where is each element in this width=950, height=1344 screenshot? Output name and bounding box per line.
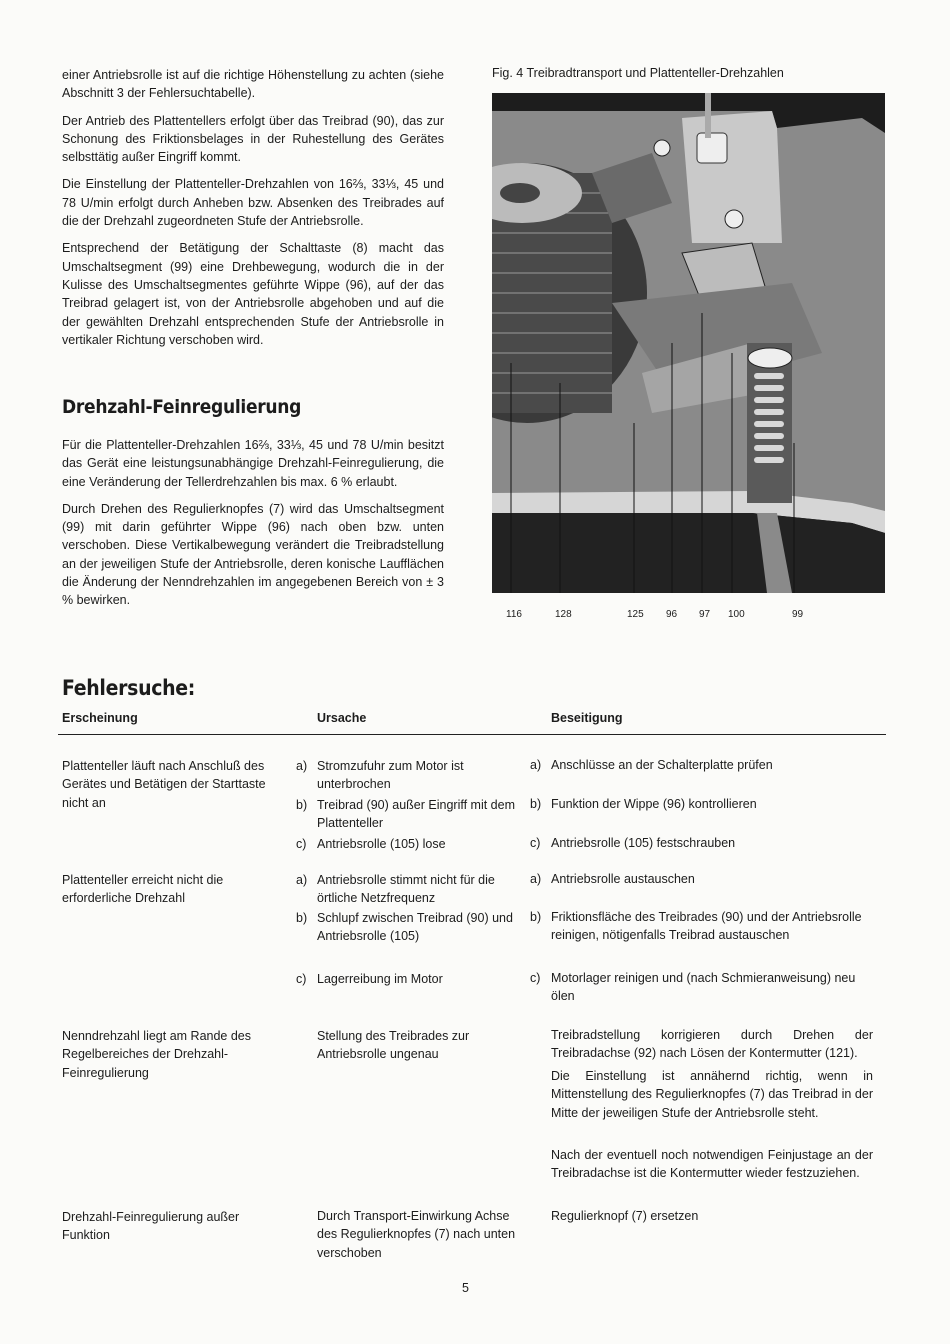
table-cell-fix: Regulierknopf (7) ersetzen — [551, 1209, 699, 1223]
paragraph: Durch Drehen des Regulierknopfes (7) wird das Umschaltsegment (99) mit darin geführter Wippe (96) nach oben bzw. unten verschoben. Diese Vertikalbewegung verändert die Treibradstellung an der jeweiligen Stufe der Antriebsrolle, deren konische Laufflächen die Änderung der Nenndrehzahlen im angegebenen Bereich von ± 3 % bewirken. — [62, 501, 444, 608]
section-heading-fehlersuche: Fehlersuche: — [62, 676, 196, 700]
table-cell-fix: Antriebsrolle (105) festschrauben — [551, 836, 736, 850]
item-marker: c) — [530, 836, 541, 850]
paragraph: Entsprechend der Betätigung der Schalttaste (8) macht das Umschaltsegment (99) eine Drehbewegung, wodurch die in der Kulisse des Umschaltsegmentes geführte Wippe (96), auf der das Treibrad gelagert ist, von der Antriebsrolle abgehoben und auf die der gewählten Drehzahl entsprechenden Stufe der Antriebsrolle in vertikaler Richtung verschoben wird. — [62, 241, 444, 347]
paragraph: Die Einstellung der Plattenteller-Drehzahlen von 16⅔, 33⅓, 45 und 78 U/min erfolgt durch Anheben bzw. Absenken des Treibrades auf die der Drehzahl zugeordneten Stufe der Antriebsrolle. — [62, 177, 444, 229]
table-cell-fix: Funktion der Wippe (96) kontrollieren — [551, 797, 757, 811]
paragraph: Der Antrieb des Plattentellers erfolgt über das Treibrad (90), das zur Schonung des Friktionsbelages in der Ruhestellung des Gerätes selbsttätig außer Eingriff kommt. — [62, 113, 444, 165]
intro-text-column — [62, 66, 444, 358]
figure-label: 100 — [728, 609, 745, 620]
figure-label: 125 — [627, 609, 644, 620]
figure-label: 99 — [792, 609, 804, 620]
paragraph: Für die Plattenteller-Drehzahlen 16⅔, 33⅓, 45 und 78 U/min besitzt das Gerät eine leistungsunabhängige Drehzahl-Feinregulierung, die eine Veränderung der Tellerdrehzahlen bis max. 6 % erlaubt. — [62, 438, 444, 489]
figure-label: 96 — [666, 609, 678, 620]
feinregulierung-text — [62, 436, 444, 610]
column-header-erscheinung: Erscheinung — [62, 711, 138, 725]
item-marker: c) — [530, 971, 541, 985]
table-cell-fix: Anschlüsse an der Schalterplatte prüfen — [551, 758, 773, 772]
figure-caption: Fig. 4 Treibradtransport und Plattenteller-Drehzahlen — [492, 66, 784, 80]
table-cell-symptom: Plattenteller läuft nach Anschluß des Gerätes und Betätigen der Starttaste nicht an — [62, 759, 266, 810]
table-cell-fix: Motorlager reinigen und (nach Schmieranweisung) neu ölen — [551, 971, 856, 1004]
table-cell-fix: Antriebsrolle austauschen — [551, 872, 695, 886]
item-marker: b) — [530, 797, 542, 811]
table-cell-fix: Nach der eventuell noch notwendigen Feinjustage an der Treibradachse ist die Kontermutter wieder festzuziehen. — [551, 1148, 873, 1181]
table-cell-fix: Treibradstellung korrigieren durch Drehen der Treibradachse (92) nach Lösen der Kontermutter (121). — [551, 1028, 873, 1061]
table-header-rule — [58, 734, 886, 735]
table-cell-cause: Stellung des Treibrades zur Antriebsrolle ungenau — [317, 1029, 470, 1062]
item-marker: c) — [296, 837, 307, 851]
figure-label: 97 — [699, 609, 711, 620]
figure-label: 128 — [555, 609, 572, 620]
paragraph: einer Antriebsrolle ist auf die richtige Höhenstellung zu achten (siehe Abschnitt 3 der Fehlersuchtabelle). — [62, 68, 444, 101]
item-marker: b) — [296, 911, 308, 925]
item-marker: b) — [296, 798, 308, 812]
table-cell-cause: Stromzufuhr zum Motor ist unterbrochen — [317, 759, 464, 792]
table-cell-symptom: Drehzahl-Feinregulierung außer Funktion — [62, 1210, 240, 1243]
table-cell-fix: Friktionsfläche des Treibrades (90) und der Antriebsrolle reinigen, nötigenfalls Treibrad austauschen — [551, 910, 862, 943]
section-heading-feinregulierung: Drehzahl-Feinregulierung — [62, 396, 302, 418]
table-cell-cause: Durch Transport-Einwirkung Achse des Regulierknopfes (7) nach unten verschoben — [317, 1209, 516, 1260]
item-marker: a) — [530, 758, 542, 772]
item-marker: a) — [296, 873, 308, 887]
table-cell-cause: Antriebsrolle stimmt nicht für die örtliche Netzfrequenz — [317, 873, 495, 906]
table-cell-cause: Treibrad (90) außer Eingriff mit dem Plattenteller — [317, 798, 515, 831]
item-marker: b) — [530, 910, 542, 924]
turntable-drive-photo — [492, 93, 885, 593]
item-marker: a) — [296, 759, 308, 773]
table-cell-cause: Lagerreibung im Motor — [317, 972, 443, 986]
item-marker: c) — [296, 972, 307, 986]
column-header-beseitigung: Beseitigung — [551, 711, 623, 725]
table-cell-symptom: Plattenteller erreicht nicht die erforderliche Drehzahl — [62, 873, 224, 906]
figure-label: 116 — [506, 609, 522, 620]
table-cell-symptom: Nenndrehzahl liegt am Rande des Regelbereiches der Drehzahl-Feinregulierung — [62, 1029, 252, 1080]
item-marker: a) — [530, 872, 542, 886]
table-cell-cause: Schlupf zwischen Treibrad (90) und Antriebsrolle (105) — [317, 911, 513, 944]
table-cell-cause: Antriebsrolle (105) lose — [317, 837, 446, 851]
page-number: 5 — [462, 1281, 469, 1295]
column-header-ursache: Ursache — [317, 711, 367, 725]
table-cell-fix: Die Einstellung ist annähernd richtig, wenn in Mittenstellung des Regulierknopfes (7) das Treibrad in der Mitte der jeweiligen Stufe der Antriebsrolle steht. — [551, 1069, 873, 1120]
